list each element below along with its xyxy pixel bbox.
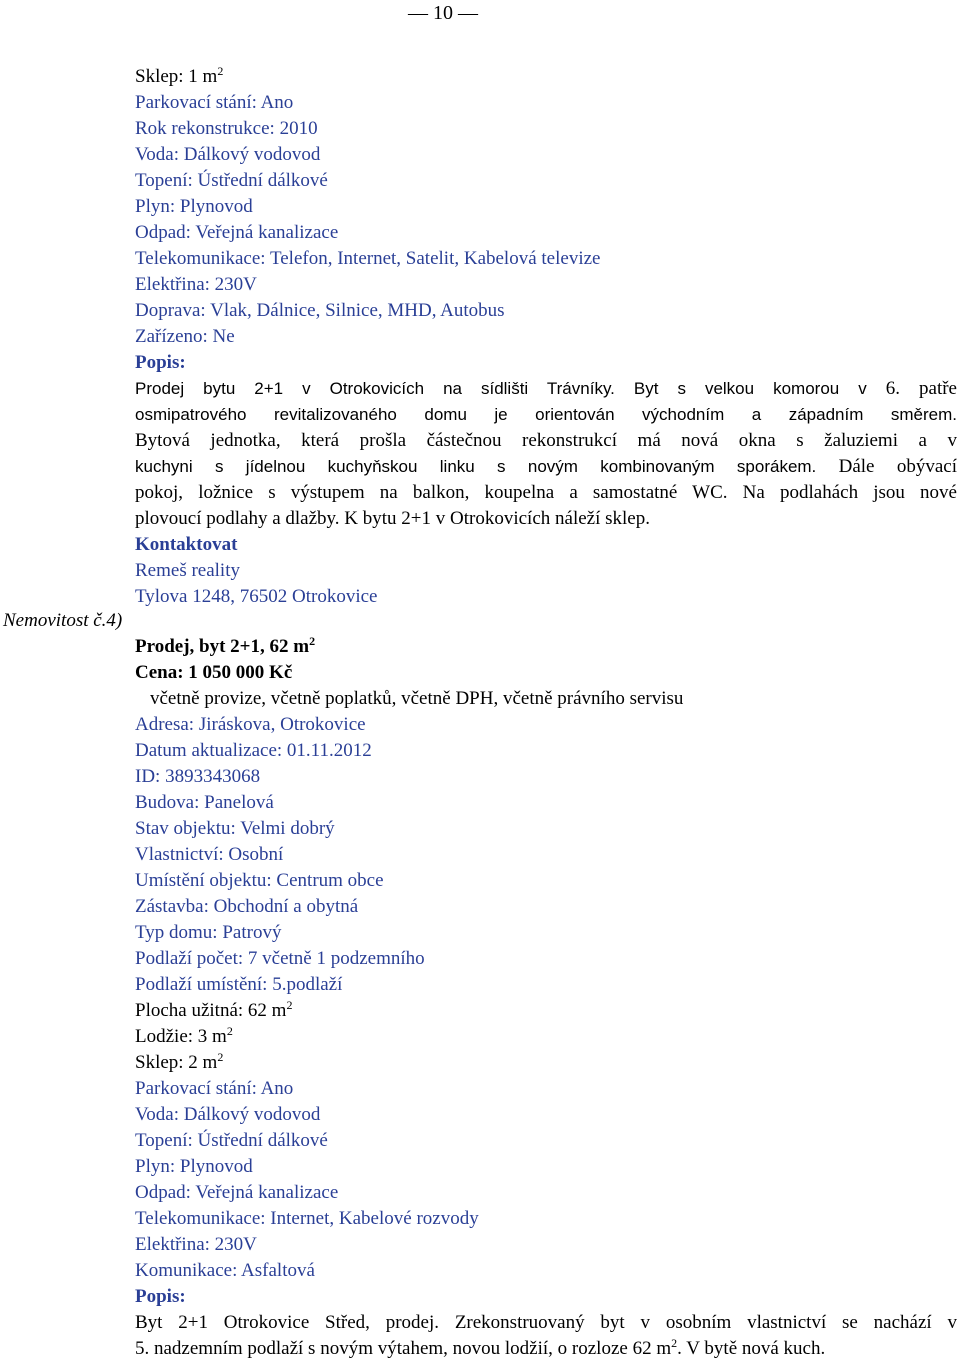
attribute-line: ID: 3893343068: [135, 766, 261, 787]
attribute-line: Telekomunikace: Internet, Kabelové rozvody: [135, 1208, 479, 1229]
attribute-line: Plyn: Plynovod: [135, 1156, 253, 1177]
description-line: kuchyni s jídelnou kuchyňskou linku s novým kombinovaným sporákem. Dále obývací: [135, 456, 957, 477]
loggia-line: Lodžie: 3 $m^2$: [135, 1024, 233, 1047]
attribute-line: Vlastnictví: Osobní: [135, 844, 284, 865]
property-number-label: Nemovitost č.4): [3, 610, 123, 631]
attribute-line: Budova: Panelová: [135, 792, 274, 813]
listing-1-description: [135, 376, 957, 532]
attribute-line: Topení: Ústřední dálkové: [135, 1130, 328, 1151]
contact-label: Kontaktovat: [135, 534, 238, 555]
description-line: Bytová jednotka, která prošla částečnou rekonstrukcí má nová okna s žaluziemi a v: [135, 430, 957, 451]
contact-name: Remeš reality: [135, 560, 240, 581]
attribute-line: Elektřina: 230V: [135, 1234, 257, 1255]
listing-2-details: [135, 634, 957, 1362]
attribute-line: Komunikace: Asfaltová: [135, 1260, 315, 1281]
price-note: včetně provize, včetně poplatků, včetně DPH, včetně právního servisu: [150, 688, 684, 709]
attribute-line: Odpad: Veřejná kanalizace: [135, 222, 339, 243]
attribute-line: Parkovací stání: Ano: [135, 1078, 294, 1099]
listing-1-details: [135, 64, 957, 610]
listing-2-title: Prodej, byt 2+1, 62 $m^2$: [135, 634, 316, 657]
attribute-line: Telekomunikace: Telefon, Internet, Satelit, Kabelová televize: [135, 248, 601, 269]
description-line: 5. nadzemním podlaží s novým výtahem, novou lodžií, o rozloze 62 $m^2$. V bytě nová kuch.: [135, 1336, 826, 1359]
attribute-line: Topení: Ústřední dálkové: [135, 170, 328, 191]
attribute-line: Datum aktualizace: 01.11.2012: [135, 740, 372, 761]
listing-2-price: Cena: 1 050 000 Kč: [135, 662, 293, 683]
cellar-line: Sklep: 2 $m^2$: [135, 1050, 224, 1073]
listing-2-attributes-a: [135, 712, 957, 998]
attribute-line: Stav objektu: Velmi dobrý: [135, 818, 335, 839]
description-line: Byt 2+1 Otrokovice Střed, prodej. Zrekonstruovaný byt v osobním vlastnictví se nachází v: [135, 1312, 957, 1333]
page-number: — 10 —: [408, 2, 478, 24]
attribute-line: Elektřina: 230V: [135, 274, 257, 295]
usable-area-line: Plocha užitná: 62 $m^2$: [135, 998, 293, 1021]
cellar-line: Sklep: 1 $m^2$: [135, 64, 224, 87]
attribute-line: Rok rekonstrukce: 2010: [135, 118, 318, 139]
attribute-line: Umístění objektu: Centrum obce: [135, 870, 384, 891]
attribute-line: Typ domu: Patrový: [135, 922, 282, 943]
attribute-line: Parkovací stání: Ano: [135, 92, 294, 113]
attribute-line: Voda: Dálkový vodovod: [135, 1104, 321, 1125]
description-line: plovoucí podlahy a dlažby. K bytu 2+1 v Otrokovicích náleží sklep.: [135, 508, 650, 529]
contact-address: Tylova 1248, 76502 Otrokovice: [135, 586, 378, 607]
attribute-line: Plyn: Plynovod: [135, 196, 253, 217]
description-line: Prodej bytu 2+1 v Otrokovicích na sídlišti Trávníky. Byt s velkou komorou v 6. patře: [135, 378, 957, 399]
listing-2-attributes-b: [135, 1076, 957, 1284]
attribute-line: Podlaží počet: 7 včetně 1 podzemního: [135, 948, 425, 969]
attribute-line: Doprava: Vlak, Dálnice, Silnice, MHD, Autobus: [135, 300, 505, 321]
listing-1-attributes: [135, 90, 957, 350]
description-line: osmipatrového revitalizovaného domu je orientován východním a západním směrem.: [135, 405, 957, 424]
attribute-line: Voda: Dálkový vodovod: [135, 144, 321, 165]
attribute-line: Zařízeno: Ne: [135, 326, 235, 347]
popis-label: Popis:: [135, 352, 186, 373]
attribute-line: Zástavba: Obchodní a obytná: [135, 896, 359, 917]
attribute-line: Podlaží umístění: 5.podlaží: [135, 974, 343, 995]
popis-label: Popis:: [135, 1286, 186, 1307]
attribute-line: Odpad: Veřejná kanalizace: [135, 1182, 339, 1203]
attribute-line: Adresa: Jiráskova, Otrokovice: [135, 714, 366, 735]
description-line: pokoj, ložnice s výstupem na balkon, koupelna a samostatné WC. Na podlahách jsou nové: [135, 482, 957, 503]
